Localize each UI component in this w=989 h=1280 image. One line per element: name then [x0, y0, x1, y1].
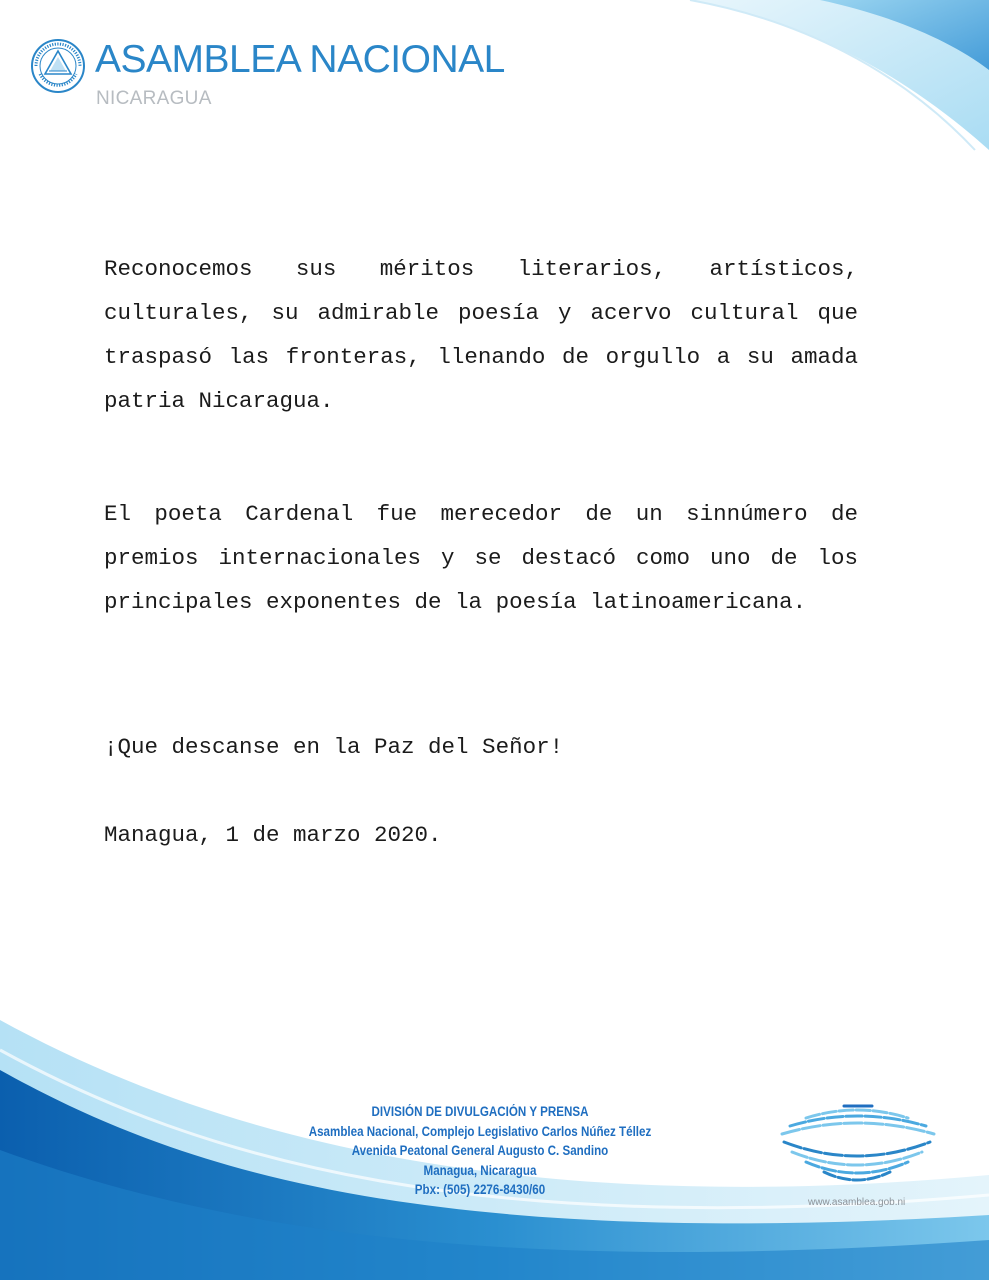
- footer-phone: Pbx: (505) 2276-8430/60: [414, 1182, 546, 1198]
- assembly-chamber-arcs-icon: [776, 1102, 938, 1188]
- footer-division: DIVISIÓN DE DIVULGACIÓN Y PRENSA: [371, 1104, 589, 1119]
- nicaragua-coat-of-arms-icon: [30, 38, 86, 94]
- footer-address-line: Avenida Peatonal General Augusto C. Sandino: [351, 1143, 609, 1159]
- paragraph-awards: [104, 492, 858, 624]
- footer-city: Managua, Nicaragua: [423, 1162, 537, 1178]
- paragraph-text: El poeta Cardenal fue merecedor de un sinnúmero de premios internacionales y se destacó como uno de los principales exponentes de la poesía latinoamericana.: [104, 501, 858, 615]
- paragraph-merits: [104, 247, 858, 423]
- paragraph-text: Managua, 1 de marzo 2020.: [104, 822, 442, 848]
- paragraph-text: ¡Que descanse en la Paz del Señor!: [104, 734, 564, 760]
- paragraph-text: Reconocemos sus méritos literarios, artísticos, culturales, su admirable poesía y acervo cultural que traspasó las fronteras, llenando de orgullo a su amada patria Nicaragua.: [104, 256, 858, 414]
- paragraph-date: [104, 813, 858, 857]
- footer-contact-block: [308, 1102, 652, 1200]
- paragraph-rest-in-peace: [104, 725, 858, 769]
- page-title: ASAMBLEA NACIONAL: [95, 38, 505, 81]
- website-link[interactable]: www.asamblea.gob.ni: [808, 1197, 906, 1208]
- footer-address-line: Asamblea Nacional, Complejo Legislativo Carlos Núñez Téllez: [308, 1123, 652, 1139]
- page-subtitle: NICARAGUA: [96, 88, 212, 109]
